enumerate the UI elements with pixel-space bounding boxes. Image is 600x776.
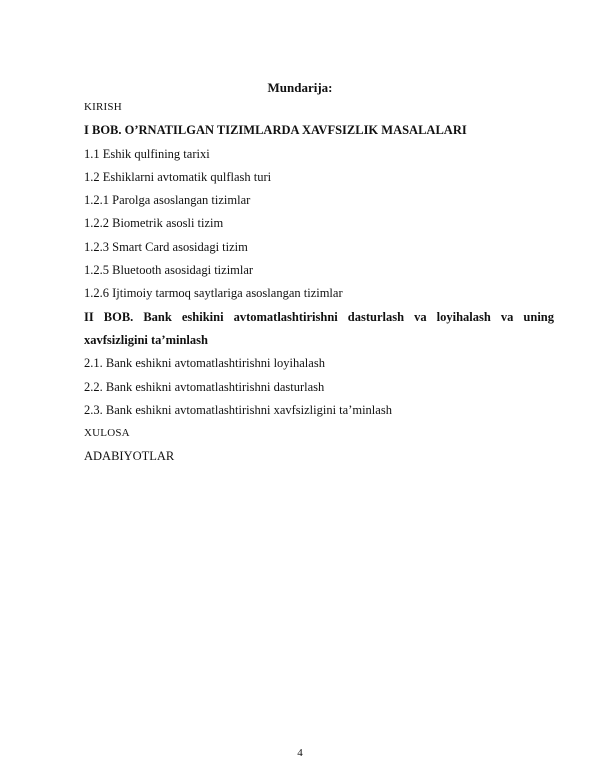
- toc-entry-1-2-3: 1.2.3 Smart Card asosidagi tizim: [84, 239, 248, 254]
- toc-entry-adabiyotlar: ADABIYOTLAR: [84, 449, 175, 464]
- toc-entry-1-2: 1.2 Eshiklarni avtomatik qulflash turi: [84, 169, 272, 184]
- toc-entry-2-2: 2.2. Bank eshikni avtomatlashtirishni dasturlash: [84, 379, 325, 394]
- toc-entry-chapter-2: II BOB. Bank eshikini avtomatlashtirishni dasturlash va loyihalash va uning: [84, 309, 554, 324]
- toc-entry-1-2-5: 1.2.5 Bluetooth asosidagi tizimlar: [84, 263, 254, 278]
- page-number: 4: [297, 747, 303, 759]
- page-title: Mundarija:: [267, 80, 333, 95]
- toc-entry-1-2-2: 1.2.2 Biometrik asosli tizim: [84, 216, 224, 231]
- table-of-contents: [84, 96, 554, 469]
- toc-entry-1-2-1: 1.2.1 Parolga asoslangan tizimlar: [84, 193, 251, 208]
- toc-entry-2-3: 2.3. Bank eshikni avtomatlashtirishni xavfsizligini ta’minlash: [84, 402, 392, 417]
- toc-entry-xulosa: XULOSA: [84, 427, 130, 440]
- toc-entry-1-1: 1.1 Eshik qulfining tarixi: [84, 146, 210, 161]
- toc-entry-chapter-2-continued: xavfsizligini ta’minlash: [84, 332, 208, 347]
- toc-entry-chapter-1: I BOB. O’RNATILGAN TIZIMLARDA XAVFSIZLIK MASALALARI: [84, 123, 467, 138]
- toc-entry-1-2-6: 1.2.6 Ijtimoiy tarmoq saytlariga asoslangan tizimlar: [84, 286, 343, 301]
- toc-entry-kirish: KIRISH: [84, 101, 122, 113]
- toc-entry-2-1: 2.1. Bank eshikni avtomatlashtirishni loyihalash: [84, 356, 325, 371]
